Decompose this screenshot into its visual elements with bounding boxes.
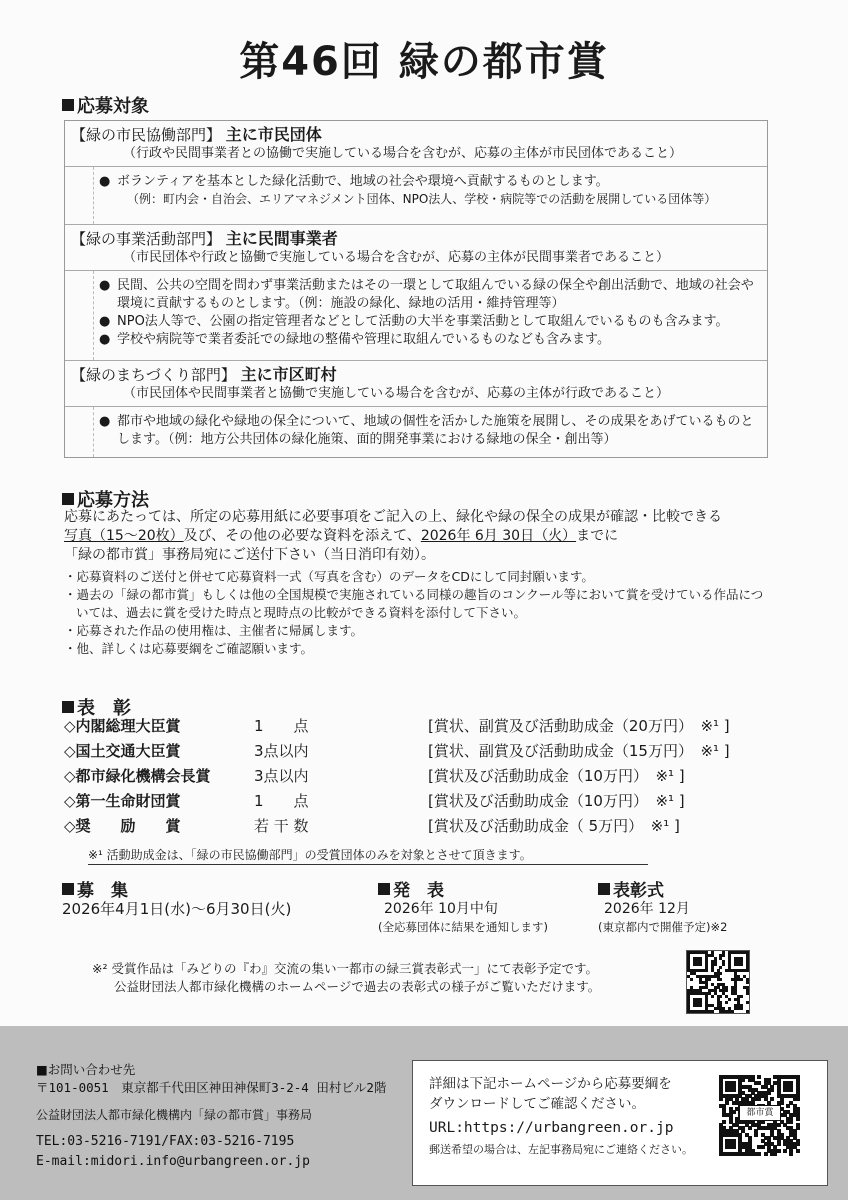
qr-module [746, 992, 749, 995]
website-url[interactable]: URL:https://urbangreen.or.jp [429, 1120, 674, 1136]
prize-desc: [賞状、副賞及び活動助成金（20万円） ※¹ ] [428, 717, 730, 735]
prize-row [64, 739, 784, 763]
category-civic-details [65, 167, 767, 225]
category-business-details [65, 271, 767, 361]
application-line [64, 527, 774, 546]
qr-module [761, 1145, 765, 1149]
qr-module [764, 1152, 768, 1156]
prize-desc: [賞状及び活動助成金（10万円） ※¹ ] [428, 767, 685, 785]
schedule-note: (東京都内で開催予定)※2 [598, 920, 728, 934]
prize-name: ◇第一生命財団賞 [64, 792, 181, 810]
prize-row [64, 714, 784, 738]
qr-module [746, 981, 749, 984]
qr-module [711, 995, 714, 998]
eligibility-table [64, 120, 768, 458]
note-item: ・過去の「緑の都市賞」もしくは他の全国規模で実施されている同様の趣旨のコンクール等において賞を受けている作品については、過去に賞を受けた時点と現時点の比較ができる資料を添付して下さい。 [64, 587, 764, 620]
qr-module [705, 969, 708, 972]
qr-module [699, 1004, 702, 1007]
page-title: 第46回 緑の都市賞 [239, 39, 609, 85]
qr-module [757, 1097, 761, 1101]
qr-module [780, 1101, 784, 1105]
qr-module [722, 963, 725, 966]
schedule-date: 2026年 12月 [604, 901, 690, 917]
qr-module [699, 963, 702, 966]
category-note: （行政や民間事業者との協働で実施している場合を含むが、応募の主体が市民団体であること） [123, 146, 683, 161]
contact-heading: ■お問い合わせ先 [36, 1062, 136, 1077]
qr-module [754, 1133, 758, 1137]
category-note: （市民団体や民間事業者と協働で実施している場合を含むが、応募の主体が行政であること） [123, 386, 670, 401]
qr-module [773, 1152, 777, 1156]
category-town [65, 361, 767, 407]
qr-module [757, 1152, 761, 1156]
application-line: 応募にあたっては、所定の応募用紙に必要事項をご記入の上、緑化や緑の保全の成果が確認・比較できる [64, 509, 722, 525]
contact-org: 公益財団法人都市緑化機構内「緑の都市賞」事務局 [36, 1108, 313, 1122]
prize-name: ◇都市緑化機構会長賞 [64, 767, 211, 785]
contact-email[interactable]: E-mail:midori.info@urbangreen.or.jp [36, 1154, 310, 1169]
info-line: 詳細は下記ホームページから応募要綱を [429, 1076, 672, 1092]
category-target: 主に市民団体 [225, 125, 322, 144]
note-line: 公益財団法人都市緑化機構のホームページで過去の表彰式の様子がご覧いただけます。 [114, 979, 601, 994]
list-item: ● 民間、公共の空間を問わず事業活動またはその一環として取組んでいる緑の保全や創出活動で、地域の社会や環境に貢献するものとします。（例：施設の緑化、緑地の活用・維持管理等） [99, 278, 754, 311]
schedule-recruit [62, 882, 291, 918]
qr-module [714, 963, 717, 966]
prize-desc: [賞状及び活動助成金（10万円） ※¹ ] [428, 792, 685, 810]
qr-module [708, 978, 711, 981]
schedule-heading: 募 集 [77, 881, 128, 901]
qr-module [725, 989, 728, 992]
category-label: 【緑のまちづくり部門】 [71, 366, 236, 384]
prize-name: ◇国土交通大臣賞 [64, 742, 181, 760]
qr-module [719, 978, 722, 981]
info-line: 郵送希望の場合は、左記事務局宛にご連絡ください。 [429, 1143, 693, 1156]
qr-module [751, 1101, 755, 1105]
schedule-date: 2026年4月1日(水)～6月30日(火) [62, 900, 292, 918]
qr-module [746, 1001, 749, 1004]
section-heading-eligibility: 応募対象 [62, 92, 149, 118]
prize-row [64, 814, 784, 838]
list-item: ● 都市や地域の緑化や緑地の保全について、地域の個性を活かした施策を展開し、その成果をあげているものとします。（例：地方公共団体の緑化施策、面的開発事業における緑地の保全・創出等） [99, 414, 754, 447]
qr-module [719, 995, 722, 998]
qr-module [725, 1001, 728, 1004]
photo-count: 写真（15～20枚） [64, 528, 184, 544]
category-label: 【緑の市民協働部門】 [71, 126, 222, 144]
qr-module [789, 1120, 793, 1124]
qr-module [719, 1097, 723, 1101]
list-item: ● ボランティアを基本とした緑化活動で、地域の社会や環境へ貢献するものとします。 [99, 174, 609, 189]
qr-module [786, 1104, 790, 1108]
info-line: ダウンロードしてご確認ください。 [429, 1096, 645, 1112]
schedule-heading: 発 表 [393, 881, 444, 901]
qr-module [731, 1010, 734, 1013]
application-text-part: 及び、その他の必要な資料を添えて、 [183, 528, 421, 544]
qr-module [690, 978, 693, 981]
download-info-box [412, 1060, 828, 1186]
prize-row [64, 789, 784, 813]
qr-module [796, 1149, 800, 1153]
category-business [65, 225, 767, 271]
section-heading-application: 応募方法 [62, 486, 149, 512]
qr-module [740, 963, 743, 966]
category-note: （市民団体や行政と協働で実施している場合を含むが、応募の主体が民間事業者であること） [123, 250, 670, 265]
qr-module [719, 966, 722, 969]
note-item: ・応募資料のご送付と併せて応募資料一式（写真を含む）のデータをCDにして同封願います。 [64, 569, 594, 584]
qr-module [740, 995, 743, 998]
contact-tel: TEL:03-5216-7191/FAX:03-5216-7195 [36, 1134, 295, 1149]
qr-module [746, 969, 749, 972]
prize-count: 3点以内 [254, 742, 309, 760]
qr-module [740, 978, 743, 981]
example-text: （例：町内会・自治会、エリアマネジメント団体、NPO法人、学校・病院等での活動を展開している団体等） [127, 192, 717, 206]
application-text [64, 508, 774, 565]
application-text-part: までに [576, 528, 619, 544]
awards-footnote: ※¹ 活動助成金は、「緑の市民協働部門」の受賞団体のみを対象とさせて頂きます。 [88, 846, 648, 865]
schedule-announce [378, 882, 548, 936]
qr-module [722, 954, 725, 957]
qr-module [719, 972, 722, 975]
prize-name: ◇内閣総理大臣賞 [64, 717, 181, 735]
category-target: 主に民間事業者 [225, 229, 338, 248]
section-heading-awards: 表 彰 [62, 694, 131, 720]
prize-name: ◇奨 励 賞 [64, 817, 181, 835]
qr-module [711, 1010, 714, 1013]
schedule-note: (全応募団体に結果を通知します) [378, 920, 548, 934]
qr-label: 都市賞 [739, 1105, 781, 1121]
list-item: ● NPO法人等で、公園の指定管理者などとして活動の大半を事業活動として取組んでいるものも含みます。 [99, 314, 729, 329]
category-label: 【緑の事業活動部門】 [71, 230, 222, 248]
qr-module [748, 1126, 752, 1130]
qr-module [746, 1010, 749, 1013]
qr-module [767, 1101, 771, 1105]
prize-desc: [賞状、副賞及び活動助成金（15万円） ※¹ ] [428, 742, 730, 760]
qr-module [796, 1117, 800, 1121]
prize-count: 1 点 [254, 792, 309, 810]
qr-code[interactable] [686, 950, 750, 1014]
deadline: 2026年 6月 30日（火） [420, 528, 577, 544]
contact-address: 〒101-0051 東京都千代田区神田神保町3-2-4 田村ビル2階 [36, 1080, 387, 1095]
qr-module [789, 1088, 793, 1092]
schedule-heading: 表彰式 [613, 881, 664, 901]
prize-desc: [賞状及び活動助成金（ 5万円） ※¹ ] [428, 817, 680, 835]
qr-module [789, 1152, 793, 1156]
application-line: 「緑の都市賞」事務局宛にご送付下さい（当日消印有効）。 [64, 547, 435, 563]
qr-module [728, 998, 731, 1001]
category-town-details [65, 407, 767, 457]
list-item: ● 学校や病院等で業者委託での緑地の整備や管理に取組んでいるものなども含みます。 [99, 332, 610, 347]
prize-count: 3点以内 [254, 767, 309, 785]
category-civic [65, 121, 767, 167]
qr-module [757, 1075, 761, 1079]
qr-module [740, 1007, 743, 1010]
prize-row [64, 764, 784, 788]
note-item: ・他、詳しくは応募要綱をご確認願います。 [64, 641, 314, 656]
note-line: ※² 受賞作品は「みどりの『わ』交流の集い一都市の緑三賞表彰式一」にて表彰予定です。 [92, 961, 598, 976]
prize-count: 1 点 [254, 717, 309, 735]
qr-module [783, 1149, 787, 1153]
schedule-ceremony [598, 882, 727, 936]
ceremony-note [92, 960, 682, 996]
qr-module [796, 1097, 800, 1101]
qr-module [732, 1145, 736, 1149]
category-target: 主に市区町村 [240, 365, 337, 384]
schedule-date: 2026年 10月中旬 [384, 901, 498, 917]
application-notes [64, 568, 774, 658]
qr-module [732, 1088, 736, 1092]
prize-count: 若 干 数 [254, 817, 309, 835]
note-item: ・応募された作品の使用権は、主催者に帰属します。 [64, 623, 364, 638]
